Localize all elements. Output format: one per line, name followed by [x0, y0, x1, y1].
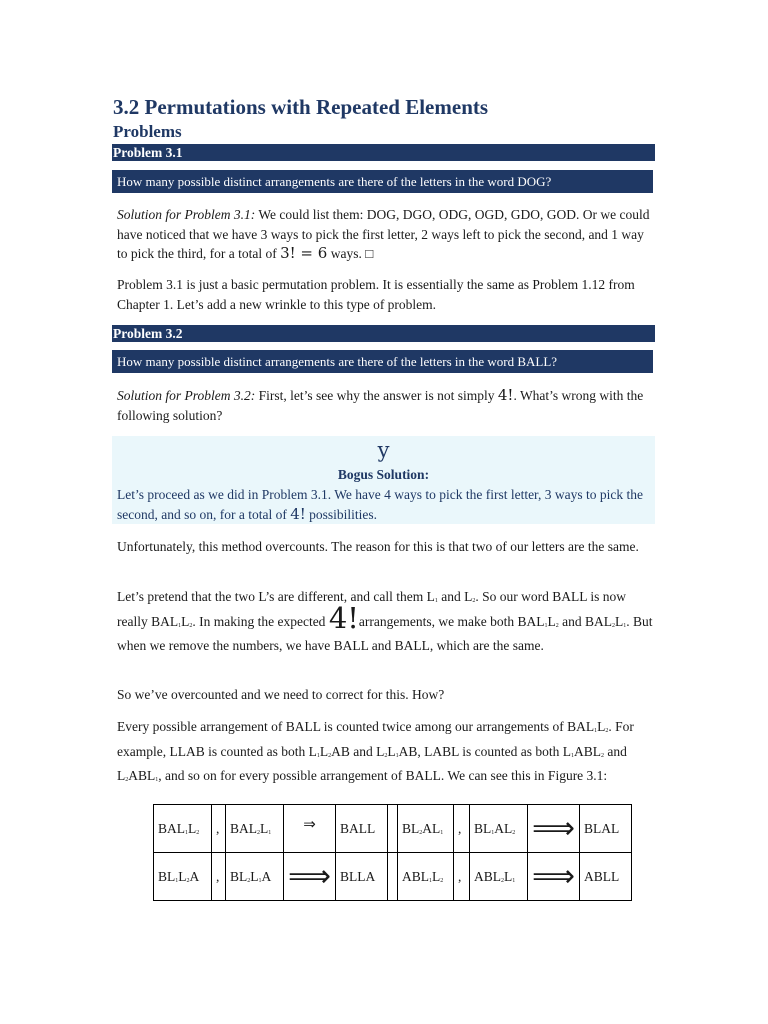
subscript: 2 — [501, 877, 505, 884]
text-run: AB, LABL is counted as both L — [398, 743, 571, 759]
cell-text: BL — [402, 820, 420, 836]
subscript: 2 — [186, 877, 190, 884]
paragraph-correct: So we’ve overcounted and we need to correct for this. How? — [117, 687, 445, 702]
solution-3-2-lead: Solution for Problem 3.2: — [117, 388, 256, 403]
problem-3-2-title: Problem 3.2 — [112, 325, 655, 342]
figure-3-1-table — [153, 804, 632, 901]
subscript: 1 — [570, 752, 574, 759]
subscript: 1 — [178, 622, 182, 629]
subscript: 2 — [257, 829, 260, 836]
text-run: Let’s pretend that the two L’s are different, and call them L — [117, 589, 435, 604]
bogus-text-a: Let’s proceed as we did in Problem 3.1. We have 4 ways to pick the first letter, 3 ways to pick the second, and so on, for a total of — [117, 487, 643, 522]
cell-text: ABL — [402, 868, 430, 884]
table-cell — [470, 805, 528, 853]
subscript: 1 — [185, 829, 188, 836]
solution-3-2 — [117, 386, 657, 425]
table-cell — [154, 805, 212, 853]
subscript: 2 — [189, 622, 193, 629]
text-run: ABL — [128, 768, 156, 783]
subscript: 2 — [605, 728, 609, 734]
table-cell — [454, 805, 470, 853]
result-cell: BLAL — [580, 805, 632, 853]
paragraph-after-3-1: Problem 3.1 is just a basic permutation problem. It is essentially the same as Problem 1.12 from Chapter 1. Let’s add a new wrinkle to this type of problem. — [117, 277, 635, 312]
problems-subheading: Problems — [113, 122, 182, 141]
text-run: AB and L — [331, 743, 385, 759]
text-run: , and so on for every possible arrangement of BALL. We can see this in Figure 3.1: — [158, 768, 608, 783]
subscript: 1 — [175, 877, 179, 884]
subscript: 2 — [247, 877, 251, 884]
table-cell — [398, 853, 454, 901]
cell-text: BL — [474, 820, 492, 836]
solution-3-1 — [117, 205, 657, 264]
subscript: 1 — [429, 877, 433, 884]
text-run: L — [615, 613, 624, 629]
cell-text: BL — [158, 868, 176, 884]
comma: , — [216, 868, 220, 884]
bogus-solution-title: Bogus Solution: — [337, 467, 430, 482]
table-cell — [388, 853, 398, 901]
end-of-proof-mark: □ — [365, 246, 374, 261]
section-heading: 3.2 Permutations with Repeated Elements — [113, 95, 489, 119]
comma: , — [216, 820, 220, 836]
result-cell: BALL — [336, 805, 388, 853]
table-cell — [398, 805, 454, 853]
text-run: L — [319, 743, 329, 759]
solution-3-1-text: We could list them: DOG, DGO, ODG, OGD, GDO, GOD. Or we could have noticed that we have 3 ways to pick the first letter, 2 ways left to pick the second, and 1 way to pick the third, for a total of — [117, 207, 650, 261]
table-cell — [226, 853, 284, 901]
bogus-solution-text — [117, 485, 652, 524]
paragraph-pretend — [117, 587, 657, 656]
text-run: and BAL — [562, 613, 612, 629]
problem-3-2-question: How many possible distinct arrangements are there of the letters in the word BALL? — [112, 350, 653, 373]
text-run: and L — [117, 743, 627, 783]
subscript: 2 — [440, 877, 444, 884]
subscript: 1 — [395, 752, 399, 759]
subscript: 1 — [623, 622, 627, 629]
cell-text: BL — [230, 868, 248, 884]
cell-text: BAL — [158, 820, 185, 836]
text-run: . In making the expected — [192, 613, 326, 629]
text-run: Every possible arrangement of BALL is counted twice among our arrangements of BAL — [117, 719, 595, 734]
bogus-solution-box — [112, 436, 655, 524]
subscript: 1 — [512, 877, 516, 884]
cell-text: L — [188, 820, 197, 836]
paragraph-every — [117, 717, 657, 791]
cell-text: AL — [494, 820, 513, 836]
result-cell: BLLA — [336, 853, 388, 901]
subscript: 1 — [155, 777, 159, 783]
subscript: 1 — [268, 829, 272, 836]
comma: , — [458, 820, 462, 836]
table-cell — [388, 805, 398, 853]
table-cell — [212, 805, 226, 853]
subscript: 2 — [555, 622, 559, 629]
subscript: 2 — [328, 752, 332, 759]
table-row — [154, 853, 632, 901]
subscript: 2 — [125, 777, 129, 783]
solution-3-1-lead: Solution for Problem 3.1: — [117, 207, 256, 222]
table-cell — [470, 853, 528, 901]
problem-3-1-title: Problem 3.1 — [112, 144, 655, 161]
solution-3-2-text-a: First, let’s see why the answer is not simply — [258, 388, 495, 403]
subscript: 2 — [512, 829, 516, 836]
solution-3-1-math: 3! = 6 — [280, 244, 328, 262]
solution-3-2-text-b: . What’s wrong with the following solution? — [117, 388, 644, 423]
long-implies-arrow-icon: ⟹ — [284, 853, 336, 901]
subscript: 1 — [594, 728, 598, 734]
comma: , — [458, 868, 462, 884]
text-run: . So our word BALL is now really BAL — [117, 589, 627, 629]
cell-text: ABL — [474, 868, 502, 884]
cell-text: L — [260, 820, 269, 836]
cell-text: A — [189, 868, 200, 884]
table-cell — [212, 853, 226, 901]
subscript: 2 — [384, 752, 388, 759]
solution-3-1-tail: ways. — [330, 246, 362, 261]
cell-text: L — [504, 868, 513, 884]
cell-text: L — [178, 868, 187, 884]
subscript: 2 — [419, 829, 423, 836]
subscript: 1 — [258, 877, 262, 884]
text-run: and L — [441, 589, 473, 604]
cell-text: L — [250, 868, 259, 884]
table-row — [154, 805, 632, 853]
subscript: 2 — [472, 598, 476, 604]
bogus-text-b: possibilities. — [309, 506, 378, 522]
text-run: L — [181, 613, 190, 629]
text-run: ABL — [573, 743, 601, 759]
problem-3-1-question: How many possible distinct arrangements are there of the letters in the word DOG? — [112, 170, 653, 193]
text-run: arrangements, we make both BAL — [358, 613, 545, 629]
text-run: L — [387, 743, 396, 759]
paragraph-overcount: Unfortunately, this method overcounts. The reason for this is that two of our letters are the same. — [117, 539, 639, 554]
warning-glyph-icon: y — [377, 438, 390, 462]
text-run: L — [597, 719, 606, 734]
text-run: . For example, LLAB is counted as both L — [117, 719, 634, 759]
long-implies-arrow-icon: ⟹ — [528, 805, 580, 853]
implies-arrow-icon: ⇒ — [284, 805, 336, 853]
table-cell — [454, 853, 470, 901]
table-cell — [154, 853, 212, 901]
table-cell — [226, 805, 284, 853]
cell-text: BAL — [230, 820, 257, 836]
big-math-4-factorial: 4! — [328, 600, 359, 635]
text-run: . But when we remove the numbers, we have BALL and BALL, which are the same. — [117, 613, 653, 653]
subscript: 2 — [612, 622, 615, 629]
subscript: 1 — [491, 829, 495, 836]
cell-text: L — [432, 868, 441, 884]
subscript: 2 — [196, 829, 200, 836]
long-implies-arrow-icon: ⟹ — [528, 853, 580, 901]
subscript: 2 — [600, 752, 604, 759]
subscript: 1 — [440, 829, 444, 836]
result-cell: ABLL — [580, 853, 632, 901]
solution-3-2-math: 4! — [497, 386, 514, 404]
cell-text: A — [261, 868, 272, 884]
subscript: 1 — [316, 752, 320, 759]
subscript: 1 — [434, 598, 438, 604]
bogus-math: 4! — [290, 504, 306, 523]
cell-text: AL — [422, 820, 441, 836]
subscript: 1 — [544, 622, 548, 629]
text-run: L — [547, 613, 556, 629]
